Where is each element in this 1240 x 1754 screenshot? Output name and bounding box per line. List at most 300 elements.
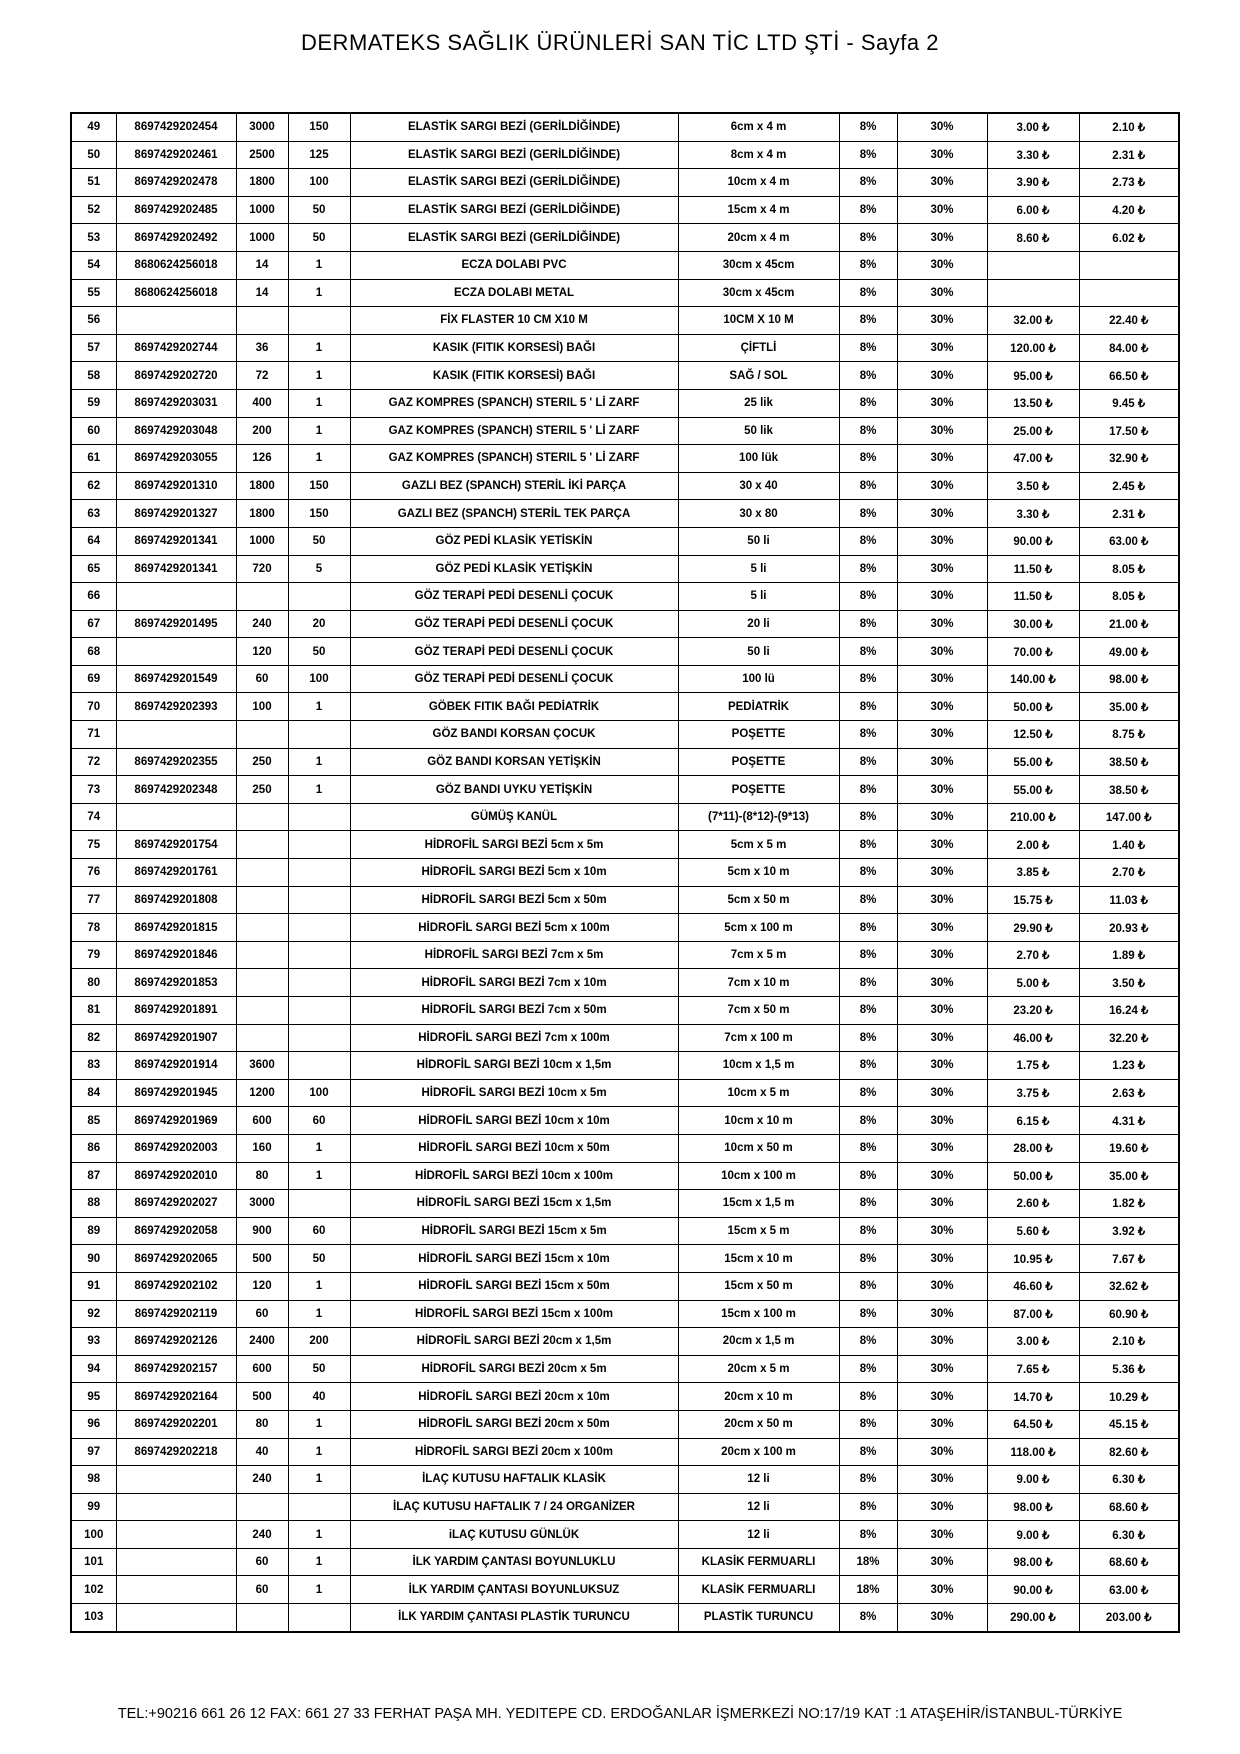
box-quantity-cell: 240 xyxy=(236,1521,288,1549)
product-name-cell: ELASTİK SARGI BEZİ (GERİLDİĞİNDE) xyxy=(350,113,678,141)
vat-cell: 8% xyxy=(839,334,897,362)
table-row xyxy=(71,169,1179,197)
package-quantity-cell xyxy=(288,721,350,749)
size-cell: 5cm x 5 m xyxy=(678,831,839,859)
row-number-cell: 95 xyxy=(71,1383,116,1411)
discount-cell: 30% xyxy=(897,721,987,749)
size-cell: 8cm x 4 m xyxy=(678,141,839,169)
discount-cell: 30% xyxy=(897,1410,987,1438)
package-quantity-cell: 1 xyxy=(288,1410,350,1438)
row-number-cell: 54 xyxy=(71,251,116,279)
vat-cell: 8% xyxy=(839,169,897,197)
box-quantity-cell: 14 xyxy=(236,279,288,307)
size-cell: 20cm x 5 m xyxy=(678,1355,839,1383)
table-row xyxy=(71,279,1179,307)
package-quantity-cell: 50 xyxy=(288,638,350,666)
package-quantity-cell: 1 xyxy=(288,445,350,473)
size-cell: 12 li xyxy=(678,1466,839,1494)
box-quantity-cell: 400 xyxy=(236,389,288,417)
size-cell: 20cm x 4 m xyxy=(678,224,839,252)
list-price-cell: 118.00 ₺ xyxy=(987,1438,1079,1466)
vat-cell: 8% xyxy=(839,1466,897,1494)
discount-cell: 30% xyxy=(897,803,987,831)
barcode-cell xyxy=(116,638,236,666)
vat-cell: 8% xyxy=(839,1521,897,1549)
box-quantity-cell xyxy=(236,1493,288,1521)
product-name-cell: HİDROFİL SARGI BEZİ 5cm x 50m xyxy=(350,886,678,914)
list-price-cell: 3.00 ₺ xyxy=(987,1328,1079,1356)
vat-cell: 8% xyxy=(839,1162,897,1190)
size-cell: 20cm x 50 m xyxy=(678,1410,839,1438)
discount-cell: 30% xyxy=(897,638,987,666)
discount-cell: 30% xyxy=(897,1272,987,1300)
box-quantity-cell: 1800 xyxy=(236,500,288,528)
list-price-cell: 55.00 ₺ xyxy=(987,748,1079,776)
list-price-cell: 90.00 ₺ xyxy=(987,527,1079,555)
row-number-cell: 73 xyxy=(71,776,116,804)
price-table-container xyxy=(70,112,1178,1633)
vat-cell: 8% xyxy=(839,941,897,969)
package-quantity-cell: 60 xyxy=(288,1107,350,1135)
list-price-cell: 9.00 ₺ xyxy=(987,1466,1079,1494)
box-quantity-cell: 720 xyxy=(236,555,288,583)
product-name-cell: HİDROFİL SARGI BEZİ 10cm x 5m xyxy=(350,1079,678,1107)
size-cell: 20 li xyxy=(678,610,839,638)
net-price-cell: 203.00 ₺ xyxy=(1079,1604,1179,1632)
net-price-cell: 8.05 ₺ xyxy=(1079,583,1179,611)
discount-cell: 30% xyxy=(897,1162,987,1190)
product-name-cell: HİDROFİL SARGI BEZİ 7cm x 10m xyxy=(350,969,678,997)
discount-cell: 30% xyxy=(897,583,987,611)
net-price-cell: 2.70 ₺ xyxy=(1079,859,1179,887)
package-quantity-cell: 40 xyxy=(288,1383,350,1411)
net-price-cell: 1.40 ₺ xyxy=(1079,831,1179,859)
list-price-cell: 3.00 ₺ xyxy=(987,113,1079,141)
product-name-cell: HİDROFİL SARGI BEZİ 20cm x 5m xyxy=(350,1355,678,1383)
package-quantity-cell: 1 xyxy=(288,693,350,721)
table-row xyxy=(71,1493,1179,1521)
net-price-cell: 1.89 ₺ xyxy=(1079,941,1179,969)
size-cell: 15cm x 10 m xyxy=(678,1245,839,1273)
discount-cell: 30% xyxy=(897,1548,987,1576)
package-quantity-cell: 50 xyxy=(288,1245,350,1273)
net-price-cell: 11.03 ₺ xyxy=(1079,886,1179,914)
size-cell: 15cm x 1,5 m xyxy=(678,1190,839,1218)
discount-cell: 30% xyxy=(897,914,987,942)
discount-cell: 30% xyxy=(897,997,987,1025)
barcode-cell xyxy=(116,307,236,335)
product-name-cell: GÖZ PEDİ KLASİK YETİŞKİN xyxy=(350,555,678,583)
barcode-cell: 8697429201945 xyxy=(116,1079,236,1107)
size-cell: ÇİFTLİ xyxy=(678,334,839,362)
table-row xyxy=(71,693,1179,721)
size-cell: 20cm x 1,5 m xyxy=(678,1328,839,1356)
box-quantity-cell: 250 xyxy=(236,776,288,804)
vat-cell: 8% xyxy=(839,776,897,804)
row-number-cell: 70 xyxy=(71,693,116,721)
price-table-body xyxy=(71,113,1179,1632)
net-price-cell: 63.00 ₺ xyxy=(1079,527,1179,555)
table-row xyxy=(71,941,1179,969)
table-row xyxy=(71,389,1179,417)
box-quantity-cell: 250 xyxy=(236,748,288,776)
product-name-cell: ELASTİK SARGI BEZİ (GERİLDİĞİNDE) xyxy=(350,141,678,169)
barcode-cell xyxy=(116,803,236,831)
box-quantity-cell xyxy=(236,831,288,859)
barcode-cell: 8697429201808 xyxy=(116,886,236,914)
product-name-cell: FİX FLASTER 10 CM X10 M xyxy=(350,307,678,335)
list-price-cell: 29.90 ₺ xyxy=(987,914,1079,942)
size-cell: 10cm x 1,5 m xyxy=(678,1052,839,1080)
box-quantity-cell: 600 xyxy=(236,1107,288,1135)
net-price-cell: 4.31 ₺ xyxy=(1079,1107,1179,1135)
package-quantity-cell: 1 xyxy=(288,1548,350,1576)
list-price-cell: 15.75 ₺ xyxy=(987,886,1079,914)
net-price-cell: 8.75 ₺ xyxy=(1079,721,1179,749)
list-price-cell: 2.60 ₺ xyxy=(987,1190,1079,1218)
table-row xyxy=(71,859,1179,887)
net-price-cell: 3.50 ₺ xyxy=(1079,969,1179,997)
barcode-cell: 8697429202348 xyxy=(116,776,236,804)
row-number-cell: 78 xyxy=(71,914,116,942)
vat-cell: 8% xyxy=(839,1079,897,1107)
table-row xyxy=(71,803,1179,831)
product-name-cell: HİDROFİL SARGI BEZİ 15cm x 10m xyxy=(350,1245,678,1273)
package-quantity-cell: 1 xyxy=(288,1162,350,1190)
table-row xyxy=(71,445,1179,473)
vat-cell: 8% xyxy=(839,1190,897,1218)
product-name-cell: HİDROFİL SARGI BEZİ 10cm x 10m xyxy=(350,1107,678,1135)
list-price-cell: 5.60 ₺ xyxy=(987,1217,1079,1245)
barcode-cell: 8697429201754 xyxy=(116,831,236,859)
barcode-cell xyxy=(116,583,236,611)
size-cell: 25 lik xyxy=(678,389,839,417)
table-row xyxy=(71,472,1179,500)
table-row xyxy=(71,638,1179,666)
table-row xyxy=(71,1438,1179,1466)
vat-cell: 8% xyxy=(839,638,897,666)
package-quantity-cell: 1 xyxy=(288,362,350,390)
box-quantity-cell xyxy=(236,914,288,942)
net-price-cell: 3.92 ₺ xyxy=(1079,1217,1179,1245)
vat-cell: 8% xyxy=(839,251,897,279)
list-price-cell xyxy=(987,251,1079,279)
barcode-cell: 8697429202157 xyxy=(116,1355,236,1383)
table-row xyxy=(71,1355,1179,1383)
product-name-cell: iLAÇ KUTUSU GÜNLÜK xyxy=(350,1521,678,1549)
list-price-cell: 7.65 ₺ xyxy=(987,1355,1079,1383)
row-number-cell: 100 xyxy=(71,1521,116,1549)
size-cell: 100 lü xyxy=(678,665,839,693)
box-quantity-cell: 120 xyxy=(236,1272,288,1300)
net-price-cell: 32.20 ₺ xyxy=(1079,1024,1179,1052)
row-number-cell: 60 xyxy=(71,417,116,445)
table-row xyxy=(71,1328,1179,1356)
barcode-cell: 8697429202010 xyxy=(116,1162,236,1190)
package-quantity-cell: 125 xyxy=(288,141,350,169)
barcode-cell: 8697429203048 xyxy=(116,417,236,445)
discount-cell: 30% xyxy=(897,389,987,417)
size-cell: 10CM X 10 M xyxy=(678,307,839,335)
vat-cell: 8% xyxy=(839,1052,897,1080)
package-quantity-cell: 100 xyxy=(288,169,350,197)
discount-cell: 30% xyxy=(897,113,987,141)
table-row xyxy=(71,914,1179,942)
discount-cell: 30% xyxy=(897,941,987,969)
size-cell: 15cm x 100 m xyxy=(678,1300,839,1328)
box-quantity-cell: 120 xyxy=(236,638,288,666)
vat-cell: 8% xyxy=(839,141,897,169)
list-price-cell: 120.00 ₺ xyxy=(987,334,1079,362)
row-number-cell: 62 xyxy=(71,472,116,500)
box-quantity-cell: 36 xyxy=(236,334,288,362)
box-quantity-cell: 40 xyxy=(236,1438,288,1466)
table-row xyxy=(71,224,1179,252)
discount-cell: 30% xyxy=(897,1355,987,1383)
net-price-cell: 82.60 ₺ xyxy=(1079,1438,1179,1466)
discount-cell: 30% xyxy=(897,224,987,252)
row-number-cell: 59 xyxy=(71,389,116,417)
package-quantity-cell: 60 xyxy=(288,1217,350,1245)
discount-cell: 30% xyxy=(897,1604,987,1632)
net-price-cell: 21.00 ₺ xyxy=(1079,610,1179,638)
vat-cell: 8% xyxy=(839,1245,897,1273)
net-price-cell: 2.10 ₺ xyxy=(1079,113,1179,141)
barcode-cell xyxy=(116,1521,236,1549)
net-price-cell: 7.67 ₺ xyxy=(1079,1245,1179,1273)
discount-cell: 30% xyxy=(897,1300,987,1328)
size-cell: 20cm x 100 m xyxy=(678,1438,839,1466)
table-row xyxy=(71,1604,1179,1632)
table-row xyxy=(71,1024,1179,1052)
list-price-cell: 1.75 ₺ xyxy=(987,1052,1079,1080)
barcode-cell: 8697429202126 xyxy=(116,1328,236,1356)
barcode-cell: 8697429202003 xyxy=(116,1134,236,1162)
product-name-cell: HİDROFİL SARGI BEZİ 15cm x 50m xyxy=(350,1272,678,1300)
list-price-cell: 5.00 ₺ xyxy=(987,969,1079,997)
row-number-cell: 53 xyxy=(71,224,116,252)
row-number-cell: 55 xyxy=(71,279,116,307)
net-price-cell: 16.24 ₺ xyxy=(1079,997,1179,1025)
vat-cell: 8% xyxy=(839,610,897,638)
discount-cell: 30% xyxy=(897,141,987,169)
size-cell: 30cm x 45cm xyxy=(678,251,839,279)
size-cell: 7cm x 100 m xyxy=(678,1024,839,1052)
table-row xyxy=(71,831,1179,859)
product-name-cell: HİDROFİL SARGI BEZİ 20cm x 10m xyxy=(350,1383,678,1411)
list-price-cell: 28.00 ₺ xyxy=(987,1134,1079,1162)
barcode-cell: 8697429202164 xyxy=(116,1383,236,1411)
box-quantity-cell xyxy=(236,1604,288,1632)
package-quantity-cell xyxy=(288,886,350,914)
product-name-cell: GAZLI BEZ (SPANCH) STERİL İKİ PARÇA xyxy=(350,472,678,500)
vat-cell: 8% xyxy=(839,1410,897,1438)
row-number-cell: 98 xyxy=(71,1466,116,1494)
list-price-cell: 95.00 ₺ xyxy=(987,362,1079,390)
barcode-cell: 8697429201549 xyxy=(116,665,236,693)
discount-cell: 30% xyxy=(897,1134,987,1162)
size-cell: 100 lük xyxy=(678,445,839,473)
list-price-cell: 2.00 ₺ xyxy=(987,831,1079,859)
box-quantity-cell: 240 xyxy=(236,1466,288,1494)
net-price-cell xyxy=(1079,251,1179,279)
vat-cell: 8% xyxy=(839,527,897,555)
net-price-cell: 8.05 ₺ xyxy=(1079,555,1179,583)
row-number-cell: 94 xyxy=(71,1355,116,1383)
discount-cell: 30% xyxy=(897,334,987,362)
size-cell: 15cm x 50 m xyxy=(678,1272,839,1300)
product-name-cell: GÖZ TERAPİ PEDİ DESENLİ ÇOCUK xyxy=(350,638,678,666)
package-quantity-cell: 1 xyxy=(288,1134,350,1162)
product-name-cell: GAZ KOMPRES (SPANCH) STERIL 5 ' Lİ ZARF xyxy=(350,389,678,417)
list-price-cell: 3.90 ₺ xyxy=(987,169,1079,197)
package-quantity-cell: 200 xyxy=(288,1328,350,1356)
package-quantity-cell: 1 xyxy=(288,1272,350,1300)
size-cell: 15cm x 4 m xyxy=(678,196,839,224)
row-number-cell: 101 xyxy=(71,1548,116,1576)
vat-cell: 8% xyxy=(839,693,897,721)
discount-cell: 30% xyxy=(897,472,987,500)
discount-cell: 30% xyxy=(897,1107,987,1135)
barcode-cell: 8697429202355 xyxy=(116,748,236,776)
row-number-cell: 79 xyxy=(71,941,116,969)
box-quantity-cell: 100 xyxy=(236,693,288,721)
package-quantity-cell xyxy=(288,1052,350,1080)
discount-cell: 30% xyxy=(897,1438,987,1466)
package-quantity-cell: 50 xyxy=(288,196,350,224)
product-name-cell: HİDROFİL SARGI BEZİ 15cm x 100m xyxy=(350,1300,678,1328)
package-quantity-cell: 1 xyxy=(288,776,350,804)
vat-cell: 8% xyxy=(839,1134,897,1162)
barcode-cell: 8680624256018 xyxy=(116,279,236,307)
product-name-cell: HİDROFİL SARGI BEZİ 20cm x 50m xyxy=(350,1410,678,1438)
net-price-cell: 35.00 ₺ xyxy=(1079,693,1179,721)
row-number-cell: 91 xyxy=(71,1272,116,1300)
box-quantity-cell: 900 xyxy=(236,1217,288,1245)
discount-cell: 30% xyxy=(897,1493,987,1521)
discount-cell: 30% xyxy=(897,1521,987,1549)
vat-cell: 8% xyxy=(839,969,897,997)
table-row xyxy=(71,1052,1179,1080)
vat-cell: 8% xyxy=(839,1328,897,1356)
size-cell: 20cm x 10 m xyxy=(678,1383,839,1411)
box-quantity-cell: 200 xyxy=(236,417,288,445)
size-cell: 50 lik xyxy=(678,417,839,445)
table-row xyxy=(71,1521,1179,1549)
row-number-cell: 63 xyxy=(71,500,116,528)
list-price-cell: 98.00 ₺ xyxy=(987,1493,1079,1521)
barcode-cell: 8697429202065 xyxy=(116,1245,236,1273)
size-cell: 6cm x 4 m xyxy=(678,113,839,141)
barcode-cell: 8697429201907 xyxy=(116,1024,236,1052)
barcode-cell: 8697429201891 xyxy=(116,997,236,1025)
size-cell: 10cm x 5 m xyxy=(678,1079,839,1107)
row-number-cell: 93 xyxy=(71,1328,116,1356)
size-cell: (7*11)-(8*12)-(9*13) xyxy=(678,803,839,831)
product-name-cell: HİDROFİL SARGI BEZİ 10cm x 1,5m xyxy=(350,1052,678,1080)
list-price-cell: 3.50 ₺ xyxy=(987,472,1079,500)
product-name-cell: GÖZ TERAPİ PEDİ DESENLİ ÇOCUK xyxy=(350,583,678,611)
list-price-cell: 6.00 ₺ xyxy=(987,196,1079,224)
table-row xyxy=(71,1190,1179,1218)
list-price-cell: 64.50 ₺ xyxy=(987,1410,1079,1438)
vat-cell: 8% xyxy=(839,1355,897,1383)
discount-cell: 30% xyxy=(897,859,987,887)
row-number-cell: 57 xyxy=(71,334,116,362)
row-number-cell: 69 xyxy=(71,665,116,693)
size-cell: PEDİATRİK xyxy=(678,693,839,721)
barcode-cell: 8697429202720 xyxy=(116,362,236,390)
vat-cell: 8% xyxy=(839,445,897,473)
discount-cell: 30% xyxy=(897,1079,987,1107)
table-row xyxy=(71,1272,1179,1300)
list-price-cell: 32.00 ₺ xyxy=(987,307,1079,335)
package-quantity-cell xyxy=(288,914,350,942)
row-number-cell: 75 xyxy=(71,831,116,859)
net-price-cell: 84.00 ₺ xyxy=(1079,334,1179,362)
list-price-cell: 46.00 ₺ xyxy=(987,1024,1079,1052)
list-price-cell: 11.50 ₺ xyxy=(987,555,1079,583)
discount-cell: 30% xyxy=(897,500,987,528)
product-name-cell: GÖZ TERAPİ PEDİ DESENLİ ÇOCUK xyxy=(350,665,678,693)
barcode-cell: 8697429203055 xyxy=(116,445,236,473)
table-row xyxy=(71,776,1179,804)
vat-cell: 8% xyxy=(839,1300,897,1328)
row-number-cell: 85 xyxy=(71,1107,116,1135)
table-row xyxy=(71,1410,1179,1438)
net-price-cell: 20.93 ₺ xyxy=(1079,914,1179,942)
list-price-cell: 9.00 ₺ xyxy=(987,1521,1079,1549)
package-quantity-cell xyxy=(288,307,350,335)
barcode-cell xyxy=(116,1466,236,1494)
size-cell: 10cm x 10 m xyxy=(678,1107,839,1135)
box-quantity-cell: 3000 xyxy=(236,113,288,141)
net-price-cell: 35.00 ₺ xyxy=(1079,1162,1179,1190)
product-name-cell: GÜMÜŞ KANÜL xyxy=(350,803,678,831)
barcode-cell: 8697429202478 xyxy=(116,169,236,197)
box-quantity-cell: 1000 xyxy=(236,224,288,252)
product-name-cell: HİDROFİL SARGI BEZİ 5cm x 5m xyxy=(350,831,678,859)
vat-cell: 8% xyxy=(839,472,897,500)
box-quantity-cell xyxy=(236,859,288,887)
box-quantity-cell xyxy=(236,941,288,969)
barcode-cell: 8680624256018 xyxy=(116,251,236,279)
row-number-cell: 80 xyxy=(71,969,116,997)
list-price-cell: 290.00 ₺ xyxy=(987,1604,1079,1632)
vat-cell: 8% xyxy=(839,665,897,693)
vat-cell: 8% xyxy=(839,362,897,390)
vat-cell: 8% xyxy=(839,1272,897,1300)
barcode-cell: 8697429202102 xyxy=(116,1272,236,1300)
net-price-cell: 68.60 ₺ xyxy=(1079,1548,1179,1576)
barcode-cell: 8697429201815 xyxy=(116,914,236,942)
row-number-cell: 97 xyxy=(71,1438,116,1466)
package-quantity-cell: 5 xyxy=(288,555,350,583)
price-table xyxy=(70,112,1180,1633)
package-quantity-cell: 1 xyxy=(288,1521,350,1549)
product-name-cell: HİDROFİL SARGI BEZİ 7cm x 5m xyxy=(350,941,678,969)
row-number-cell: 102 xyxy=(71,1576,116,1604)
barcode-cell: 8697429201341 xyxy=(116,527,236,555)
discount-cell: 30% xyxy=(897,693,987,721)
table-row xyxy=(71,1107,1179,1135)
box-quantity-cell: 500 xyxy=(236,1245,288,1273)
list-price-cell xyxy=(987,279,1079,307)
barcode-cell: 8697429201327 xyxy=(116,500,236,528)
net-price-cell: 63.00 ₺ xyxy=(1079,1576,1179,1604)
row-number-cell: 52 xyxy=(71,196,116,224)
vat-cell: 8% xyxy=(839,279,897,307)
